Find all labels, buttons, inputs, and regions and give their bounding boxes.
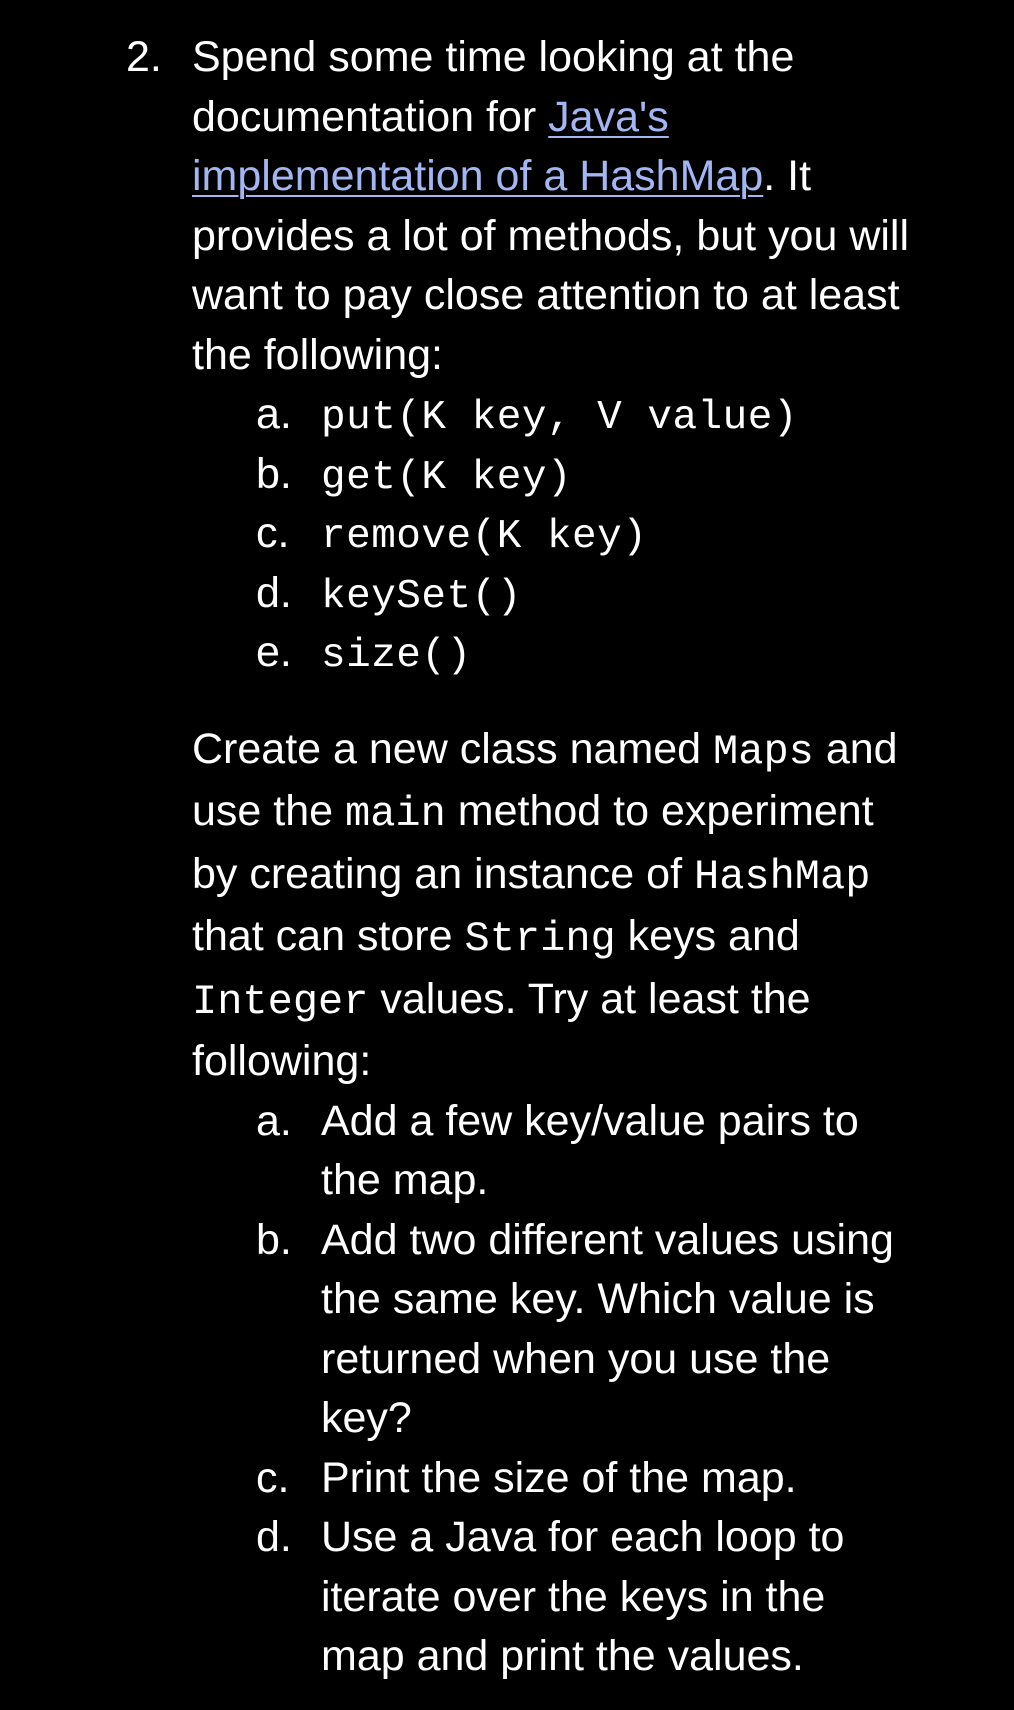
method-item [192,445,912,505]
task-text: Add two different values using the same key. Which value is returned when you use the key? [321,1215,894,1442]
tasks-list [192,1092,912,1687]
task-item [192,1508,912,1687]
integer-type-code: Integer [192,977,369,1026]
method-marker: b. [256,449,292,498]
paragraph-spacer [192,683,912,720]
method-code: put(K key, V value) [321,395,798,441]
task-marker: a. [256,1096,292,1145]
instructions-text: and use the [192,724,898,835]
intro-text-before-link: Spend some time looking at the documentation for [192,33,795,141]
list-item-number: 2. [126,33,162,81]
instructions-text: that can store [192,912,465,960]
method-marker: e. [256,628,292,676]
instructions-text: values. Try at least the following: [192,974,811,1085]
intro-paragraph [192,28,912,385]
method-marker: a. [256,390,292,438]
task-marker: d. [256,1513,292,1561]
instructions-text: keys and [615,912,800,960]
hashmap-code: HashMap [693,852,871,901]
task-marker: c. [256,1453,290,1502]
method-code: size() [321,633,472,679]
class-name-code: Maps [713,727,814,776]
method-item [192,504,912,564]
method-item [192,623,912,683]
task-text: Add a few key/value pairs to the map. [321,1096,859,1204]
instructions-paragraph [192,720,912,1092]
instructions-text: method to experiment by creating an instance of [192,787,874,898]
instructions-text: Create a new class named [192,724,714,773]
main-method-code: main [345,790,446,838]
task-item [192,1092,912,1211]
method-code: remove(K key) [321,514,648,560]
string-type-code: String [464,915,616,963]
method-code: get(K key) [321,454,573,501]
method-item [192,385,912,445]
task-marker: b. [256,1215,292,1264]
method-code: keySet() [321,573,522,620]
method-marker: c. [256,509,290,557]
methods-list [192,385,912,683]
intro-text-after-link: . It provides a lot of methods, but you will want to pay close attention to at least the following: [192,152,910,379]
list-item-body [192,28,912,1687]
task-text: Print the size of the map. [321,1453,797,1502]
method-marker: d. [256,568,292,617]
method-item [192,564,912,624]
task-text: Use a Java for each loop to iterate over the keys in the map and print the values. [321,1513,845,1680]
hashmap-docs-link[interactable]: Java's implementation of a HashMap [192,92,764,200]
task-item [192,1449,912,1509]
task-item [192,1211,912,1449]
